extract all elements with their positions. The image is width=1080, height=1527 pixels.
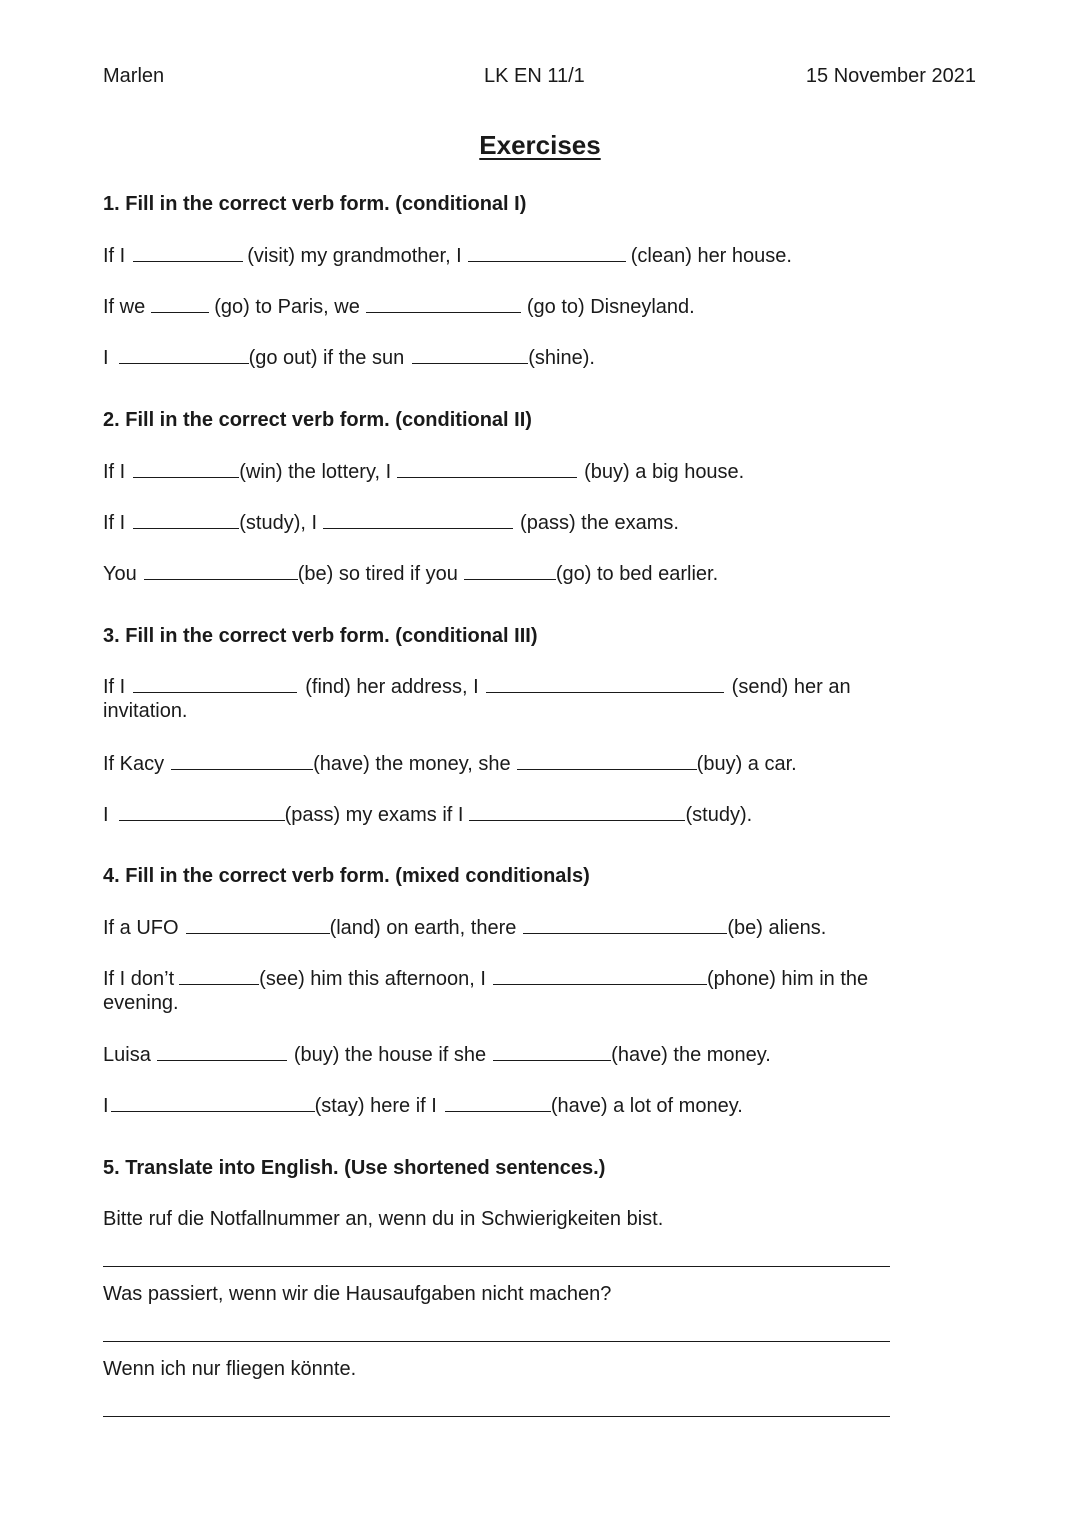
answer-blank[interactable] <box>133 243 243 262</box>
answer-blank[interactable] <box>397 459 577 478</box>
translation-prompt: Wenn ich nur fliegen könnte. <box>103 1358 357 1380</box>
sentence-text: (have) a lot of money. <box>550 1095 743 1117</box>
sentence-text: If we <box>103 296 146 318</box>
answer-blank[interactable] <box>486 674 724 693</box>
sentence-text: (go out) if the sun <box>248 347 405 369</box>
student-name: Marlen <box>103 65 165 87</box>
answer-blank[interactable] <box>111 1093 315 1112</box>
answer-blank[interactable] <box>464 561 556 580</box>
sentence-text: If I <box>103 461 126 483</box>
section-2-heading: 2. Fill in the correct verb form. (conditional II) <box>103 409 532 431</box>
answer-blank[interactable] <box>133 674 297 693</box>
section-5-heading: 5. Translate into English. (Use shortened sentences.) <box>103 1157 606 1179</box>
sentence-text: (go to) Disneyland. <box>526 296 695 318</box>
answer-blank[interactable] <box>493 966 707 985</box>
translation-answer-line[interactable] <box>103 1416 890 1417</box>
answer-blank[interactable] <box>119 802 285 821</box>
sentence-text: I <box>103 347 109 369</box>
sentence-text: (find) her address, I <box>305 676 479 698</box>
exercise-1-3 <box>103 345 595 370</box>
sentence-text: (study), I <box>239 512 318 534</box>
sentence-text: (phone) him in the <box>706 968 869 990</box>
answer-blank[interactable] <box>186 915 330 934</box>
sentence-text: I <box>103 804 109 826</box>
exercise-1-2 <box>103 294 695 319</box>
answer-blank[interactable] <box>133 510 239 529</box>
exercise-4-4 <box>103 1093 743 1118</box>
sentence-text: You <box>103 563 137 585</box>
sentence-text: invitation. <box>103 700 188 722</box>
answer-blank[interactable] <box>144 561 298 580</box>
sentence-text: (land) on earth, there <box>329 917 517 939</box>
answer-blank[interactable] <box>171 751 313 770</box>
answer-blank[interactable] <box>179 966 259 985</box>
answer-blank[interactable] <box>133 459 239 478</box>
sentence-text: (buy) the house if she <box>293 1044 487 1066</box>
sentence-text: (be) aliens. <box>727 917 827 939</box>
answer-blank[interactable] <box>469 802 685 821</box>
sentence-text: (win) the lottery, I <box>239 461 392 483</box>
date-label: 15 November 2021 <box>805 65 976 87</box>
sentence-text: (study). <box>685 804 753 826</box>
answer-blank[interactable] <box>412 345 528 364</box>
sentence-text: If a UFO <box>103 917 179 939</box>
sentence-text: (clean) her house. <box>630 245 792 267</box>
sentence-text: (be) so tired if you <box>297 563 458 585</box>
sentence-text: If I <box>103 676 126 698</box>
sentence-text: (have) the money, she <box>313 753 511 775</box>
sentence-text: (shine). <box>528 347 595 369</box>
translation-answer-line[interactable] <box>103 1341 890 1342</box>
section-4-heading: 4. Fill in the correct verb form. (mixed conditionals) <box>103 865 590 887</box>
sentence-text: If Kacy <box>103 753 165 775</box>
answer-blank[interactable] <box>323 510 513 529</box>
exercise-3-3 <box>103 802 752 827</box>
sentence-text: If I <box>103 512 126 534</box>
sentence-text: (buy) a big house. <box>584 461 745 483</box>
sentence-text: (pass) the exams. <box>520 512 679 534</box>
answer-blank[interactable] <box>523 915 727 934</box>
sentence-text: (buy) a car. <box>696 753 797 775</box>
sentence-text: evening. <box>103 992 179 1014</box>
sentence-text: (go) to bed earlier. <box>555 563 719 585</box>
sentence-text: (have) the money. <box>611 1044 771 1066</box>
translation-prompt: Was passiert, wenn wir die Hausaufgaben nicht machen? <box>103 1283 612 1305</box>
exercise-3-1 <box>103 674 851 699</box>
answer-blank[interactable] <box>517 751 697 770</box>
answer-blank[interactable] <box>468 243 626 262</box>
exercise-4-1 <box>103 915 826 940</box>
sentence-text: (pass) my exams if I <box>284 804 464 826</box>
answer-blank[interactable] <box>119 345 249 364</box>
translation-prompt: Bitte ruf die Notfallnummer an, wenn du in Schwierigkeiten bist. <box>103 1208 664 1230</box>
sentence-text: (go) to Paris, we <box>214 296 360 318</box>
section-3-heading: 3. Fill in the correct verb form. (conditional III) <box>103 625 538 647</box>
section-1-heading: 1. Fill in the correct verb form. (conditional I) <box>103 193 527 215</box>
answer-blank[interactable] <box>157 1042 287 1061</box>
sentence-text: (stay) here if I <box>314 1095 437 1117</box>
sentence-text: I <box>103 1095 109 1117</box>
sentence-text: (see) him this afternoon, I <box>259 968 486 990</box>
exercise-2-1 <box>103 459 744 484</box>
exercise-4-2 <box>103 966 868 991</box>
exercise-2-3 <box>103 561 718 586</box>
sentence-text: (send) her an <box>731 676 851 698</box>
exercise-3-2 <box>103 751 797 776</box>
sentence-text: Luisa <box>103 1044 151 1066</box>
sentence-text: If I don’t <box>103 968 175 990</box>
answer-blank[interactable] <box>493 1042 611 1061</box>
answer-blank[interactable] <box>445 1093 551 1112</box>
answer-blank[interactable] <box>366 294 521 313</box>
exercise-4-3 <box>103 1042 771 1067</box>
sentence-text: If I <box>103 245 126 267</box>
translation-answer-line[interactable] <box>103 1266 890 1267</box>
exercise-1-1 <box>103 243 792 268</box>
exercise-2-2 <box>103 510 679 535</box>
answer-blank[interactable] <box>151 294 209 313</box>
page-title: Exercises <box>479 130 601 160</box>
course-label: LK EN 11/1 <box>484 65 585 87</box>
sentence-text: (visit) my grandmother, I <box>247 245 462 267</box>
